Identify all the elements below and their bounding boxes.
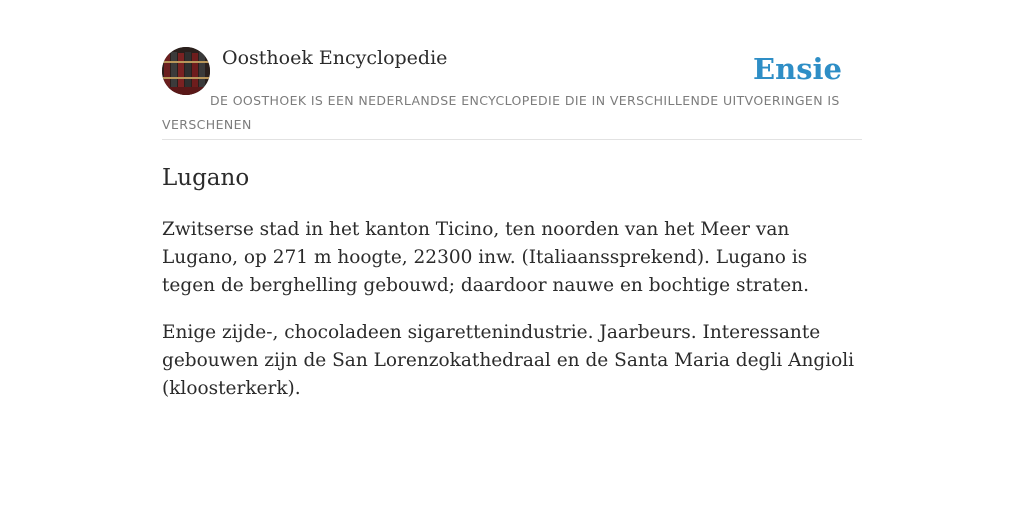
site-name[interactable]: Oosthoek Encyclopedie <box>222 47 448 69</box>
article-paragraph: Zwitserse stad in het kanton Ticino, ten noorden van het Meer van Lugano, op 271 m hoogte, 22300 inw. (Italiaanssprekend). Lugano is tegen de berghelling gebouwd; daardoor nauwe en bochtige straten. <box>162 219 809 296</box>
page <box>162 0 862 399</box>
brand-logo-text[interactable]: Ensie <box>753 52 842 86</box>
article-title: Lugano <box>162 165 250 191</box>
article-body <box>162 216 862 422</box>
encyclopedia-books-icon[interactable] <box>162 47 210 95</box>
article-paragraph: Enige zijde-, chocoladeen sigarettenindustrie. Jaarbeurs. Interessante gebouwen zijn de San Lorenzokathedraal en de Santa Maria degli Angioli (kloosterkerk). <box>162 322 855 399</box>
site-tagline: DE OOSTHOEK IS EEN NEDERLANDSE ENCYCLOPEDIE DIE IN VERSCHILLENDE UITVOERINGEN IS VERSCHENEN <box>162 93 840 132</box>
site-header <box>162 0 862 140</box>
